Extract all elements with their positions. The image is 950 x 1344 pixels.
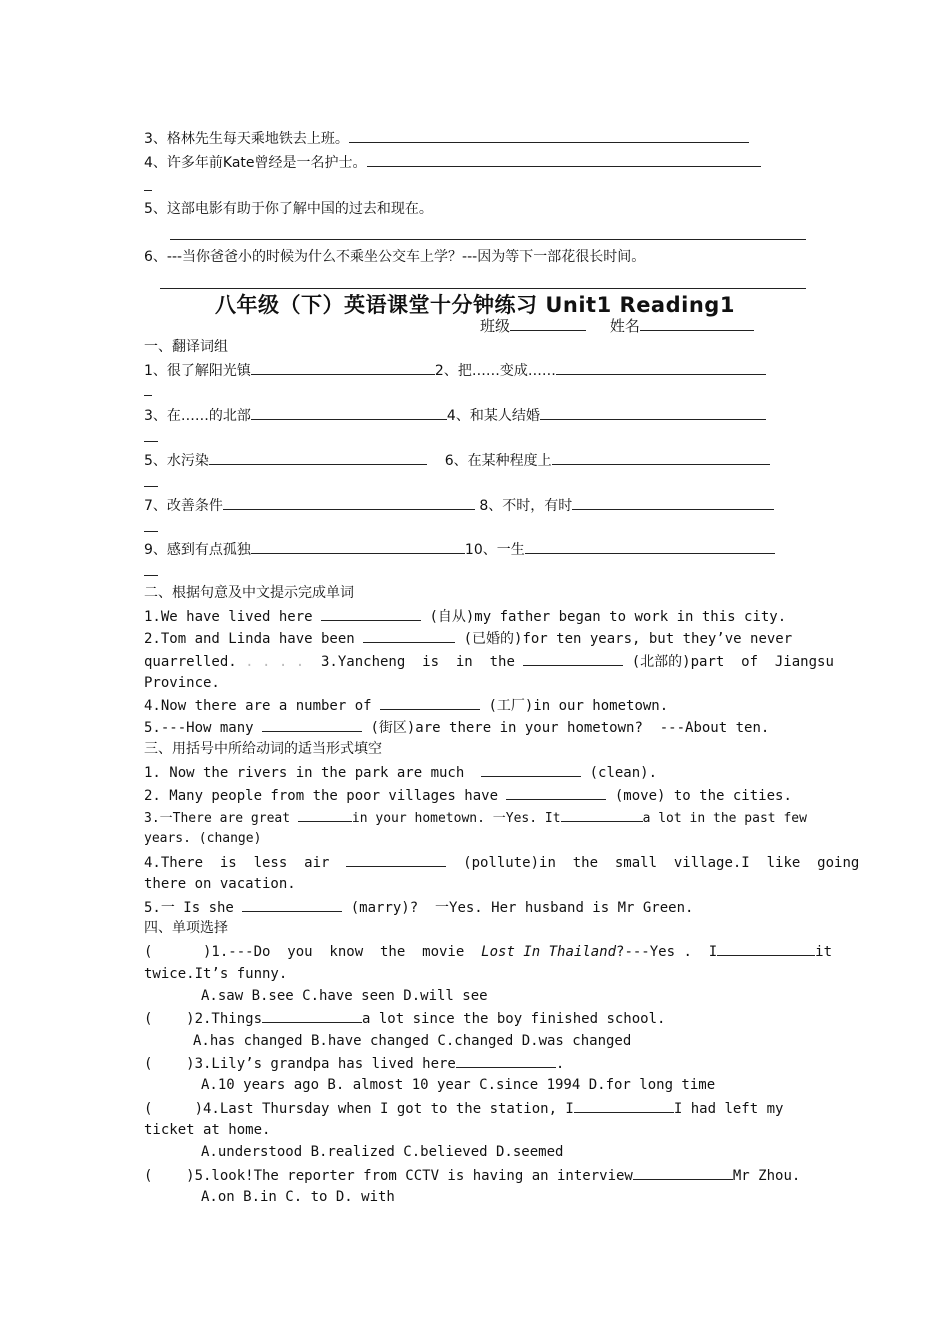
- part2-q3-cont: Province.: [144, 675, 220, 691]
- wrap-dash: [144, 441, 158, 442]
- part1-row-4: 7、改善条件 8、不时，有时: [144, 494, 807, 517]
- answer-blank[interactable]: [262, 1007, 362, 1023]
- answer-blank[interactable]: [251, 404, 447, 420]
- answer-blank[interactable]: [262, 716, 362, 732]
- wrap-dash: [144, 531, 158, 532]
- part2-heading: 二、根据句意及中文提示完成单词: [144, 585, 354, 601]
- answer-blank[interactable]: [242, 896, 342, 912]
- prev-q5: 5、这部电影有助于你了解中国的过去和现在。: [144, 201, 433, 217]
- prev-q6: 6、---当你爸爸小的时候为什么不乘坐公交车上学？---因为等下一部花很长时间。: [144, 249, 646, 265]
- part4-q2: ( )2.Things a lot since the boy finished school.: [144, 1007, 807, 1030]
- answer-blank[interactable]: [349, 127, 749, 143]
- answer-blank[interactable]: [523, 650, 623, 666]
- wrap-dash: [144, 575, 158, 576]
- part4-q4: ( )4.Last Thursday when I got to the station, I I had left my: [144, 1097, 807, 1120]
- part2-q2-q3: quarrelled. . . . . 3.Yancheng is in the (北部的)part of Jiangsu: [144, 650, 807, 673]
- part1-heading: 一、翻译词组: [144, 339, 228, 355]
- answer-blank[interactable]: [346, 851, 446, 867]
- part3-q1: 1. Now the rivers in the park are much (clean).: [144, 761, 807, 784]
- answer-blank[interactable]: [633, 1164, 733, 1180]
- prev-q4: 4、许多年前Kate曾经是一名护士。: [144, 151, 807, 174]
- part3-q4-cont: there on vacation.: [144, 876, 296, 892]
- part4-q4-cont: ticket at home.: [144, 1122, 271, 1138]
- class-blank[interactable]: [510, 315, 586, 331]
- part2-q5: 5.---How many (街区)are there in your hometown? ---About ten.: [144, 716, 807, 739]
- wrap-dash: [144, 190, 152, 191]
- part3-q2: 2. Many people from the poor villages have (move) to the cities.: [144, 784, 807, 807]
- answer-blank[interactable]: [456, 1052, 556, 1068]
- answer-blank[interactable]: [574, 1097, 674, 1113]
- part3-q3: 3.一There are great in your hometown. 一Yes. It a lot in the past few: [144, 806, 807, 830]
- page-title: 八年级（下）英语课堂十分钟练习 Unit1 Reading1: [215, 293, 735, 317]
- answer-blank[interactable]: [540, 404, 766, 420]
- part4-q1-options: A.saw B.see C.have seen D.will see: [201, 988, 488, 1004]
- name-blank[interactable]: [640, 315, 754, 331]
- part1-row-3: 5、水污染 6、在某种程度上: [144, 449, 807, 472]
- wrap-dash: [144, 395, 152, 396]
- answer-blank[interactable]: [223, 494, 475, 510]
- answer-blank[interactable]: [367, 151, 761, 167]
- part4-q1-cont: twice.It’s funny.: [144, 966, 288, 982]
- answer-blank[interactable]: [572, 494, 774, 510]
- answer-blank[interactable]: [552, 449, 770, 465]
- part4-q4-options: A.understood B.realized C.believed D.seemed: [201, 1144, 564, 1160]
- wrap-dash: [144, 486, 158, 487]
- part4-q5-options: A.on B.in C. to D. with: [201, 1189, 395, 1205]
- answer-blank[interactable]: [481, 761, 581, 777]
- part4-heading: 四、单项选择: [144, 920, 228, 936]
- part2-q4: 4.Now there are a number of (工厂)in our hometown.: [144, 694, 807, 717]
- answer-blank[interactable]: [251, 538, 465, 554]
- answer-blank[interactable]: [251, 359, 435, 375]
- part3-q5: 5.一 Is she (marry)? 一Yes. Her husband is Mr Green.: [144, 896, 807, 919]
- class-name-line: 班级 姓名: [480, 315, 754, 337]
- part3-q3-cont: years. (change): [144, 831, 262, 846]
- answer-blank[interactable]: [380, 694, 480, 710]
- answer-blank[interactable]: [363, 627, 455, 643]
- answer-blank[interactable]: [298, 806, 352, 822]
- answer-blank[interactable]: [321, 605, 421, 621]
- part4-q2-options: A.has changed B.have changed C.changed D.was changed: [193, 1033, 632, 1049]
- part1-row-2: 3、在……的北部 4、和某人结婚: [144, 404, 807, 427]
- answer-blank[interactable]: [506, 784, 606, 800]
- answer-blank[interactable]: [525, 538, 775, 554]
- answer-blank[interactable]: [717, 940, 815, 956]
- part4-q1: ( )1.---Do you know the movie Lost In Thailand?---Yes . I it: [144, 940, 807, 963]
- answer-blank[interactable]: [561, 806, 643, 822]
- part3-heading: 三、用括号中所给动词的适当形式填空: [144, 741, 382, 757]
- part1-row-1: 1、很了解阳光镇 2、把……变成……: [144, 359, 807, 382]
- answer-blank[interactable]: [209, 449, 427, 465]
- part2-q2: 2.Tom and Linda have been (已婚的)for ten years, but they’ve never: [144, 627, 807, 650]
- part1-row-5: 9、感到有点孤独 10、一生: [144, 538, 807, 561]
- part2-q1: 1.We have lived here (自从)my father began to work in this city.: [144, 605, 807, 628]
- part4-q3-options: A.10 years ago B. almost 10 year C.since 1994 D.for long time: [201, 1077, 716, 1093]
- part4-q3: ( )3.Lily’s grandpa has lived here .: [144, 1052, 807, 1075]
- answer-line[interactable]: [170, 239, 806, 240]
- part4-q5: ( )5.look!The reporter from CCTV is having an interview Mr Zhou.: [144, 1164, 807, 1187]
- prev-q3: 3、格林先生每天乘地铁去上班。: [144, 127, 807, 150]
- answer-line[interactable]: [160, 288, 806, 289]
- answer-blank[interactable]: [556, 359, 766, 375]
- part3-q4: 4.There is less air (pollute)in the small village.I like going: [144, 851, 807, 874]
- movie-title: Lost In Thailand: [481, 944, 617, 960]
